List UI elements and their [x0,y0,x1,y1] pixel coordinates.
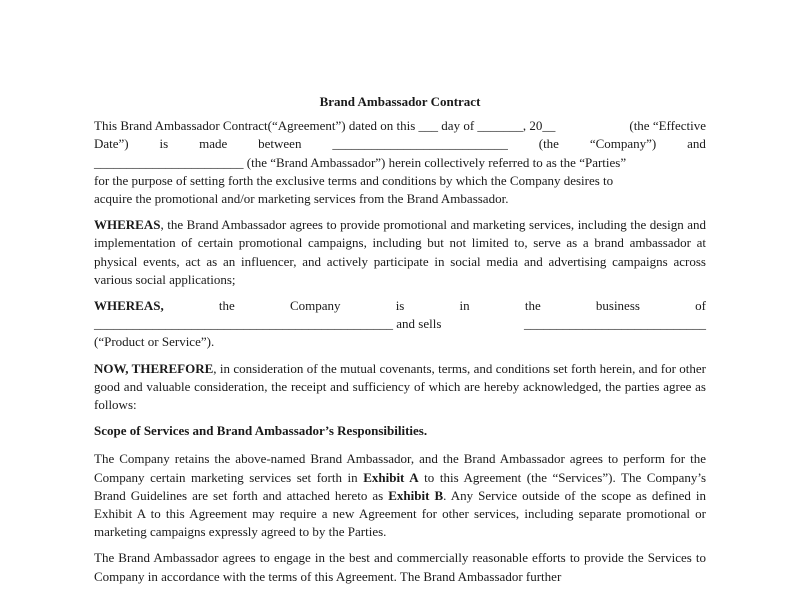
whereas-2-line-2 [94,315,706,333]
exhibit-b-ref: Exhibit B [388,487,444,503]
intro-word: made [199,136,228,152]
intro-line-1 [94,117,706,135]
intro-line-5: acquire the promotional and/or marketing services from the Brand Ambassador. [94,191,509,207]
whereas-paragraph-1 [94,216,706,289]
document-title: Brand Ambassador Contract [319,94,481,109]
intro-line-3 [94,154,706,172]
product-blank: ____________________________ [524,316,706,332]
exhibit-a-ref: Exhibit A [363,469,419,485]
whereas-word: of [695,298,706,314]
whereas-word: is [395,298,405,314]
now-therefore-text: , in consideration of the mutual covenants, terms, and conditions set forth herein, and for other good and valuable consideration, the receipt and sufficiency of which are hereby acknowledged, the parties agree as follows: [94,360,706,413]
intro-word: is [159,136,169,152]
intro-paragraph [94,117,706,208]
whereas-label: WHEREAS [94,217,161,233]
intro-line-1-end: (the “Effective [629,118,706,134]
now-therefore-label: NOW, THEREFORE [94,360,214,376]
scope-text: . Any Service outside of the scope as defined in Exhibit A to this Agreement may require a new Agreement for other services, including separate promotional or marketing campaigns expressly agreed to by the Parties. [94,487,707,540]
whereas-word: the [218,298,235,314]
scope-text: to this Agreement (the “Services”). The Company’s Brand Guidelines are set forth and attached hereto as [94,469,707,503]
scope-paragraph [94,450,706,541]
intro-word: between [258,136,302,152]
scope-text: The Company retains the above-named Brand Ambassador, and the Brand Ambassador agrees to perform for the Company certain marketing services set forth in [94,451,706,485]
contract-body [94,93,706,594]
whereas-word: business [595,298,640,314]
business-blank: ______________________________________________ and sells [94,316,442,332]
intro-line-3-text: _______________________ (the “Brand Ambassador”) herein collectively referred to as the “Parties” [94,154,627,170]
whereas-paragraph-2 [94,297,706,352]
intro-word: Date”) [94,136,129,152]
whereas-2-line-1 [94,297,706,315]
intro-word: “Company”) [589,136,657,152]
intro-line-2 [94,135,706,153]
scope-heading: Scope of Services and Brand Ambassador’s Responsibilities. [94,423,428,439]
whereas-word: in [459,298,470,314]
whereas-text: , the Brand Ambassador agrees to provide promotional and marketing services, including the design and implementation of certain promotional campaigns, including but not limited to, serve as a brand ambassador at physical events, act as an influencer, and actively participate in social media and advertising campaigns across various social applications; [94,217,706,287]
whereas-2-line-3: (“Product or Service”). [94,334,215,350]
whereas-label: WHEREAS, [94,298,164,314]
now-therefore-paragraph [94,360,706,415]
intro-word: and [687,136,706,152]
intro-line-4: for the purpose of setting forth the exclusive terms and conditions by which the Company desires to [94,172,614,188]
company-blank: ___________________________ [332,136,508,152]
whereas-word: Company [289,298,341,314]
whereas-word: the [524,298,541,314]
intro-line-1-text: This Brand Ambassador Contract(“Agreement”) dated on this ___ day of _______, 20__ [94,118,556,134]
intro-word: (the [538,136,559,152]
efforts-paragraph: The Brand Ambassador agrees to engage in the best and commercially reasonable efforts to provide the Services to Company in accordance with the terms of this Agreement. The Brand Ambassador further [94,550,706,584]
